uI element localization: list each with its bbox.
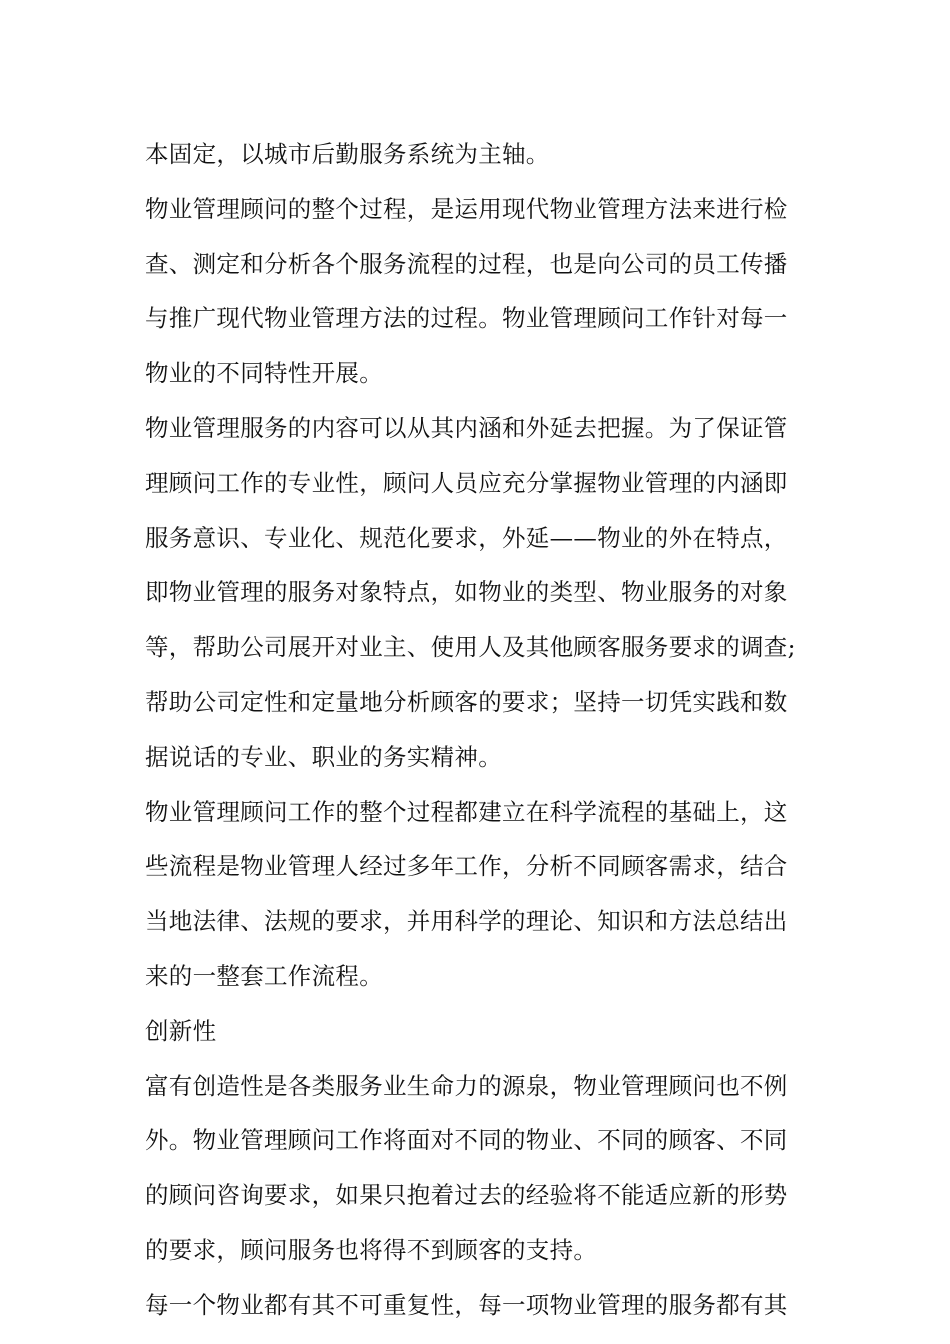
text-line: 些流程是物业管理人经过多年工作，分析不同顾客需求，结合 (145, 852, 788, 881)
text-line: 理顾问工作的专业性，顾问人员应充分掌握物业管理的内涵即 (145, 468, 788, 497)
section-heading: 创新性 (145, 1016, 217, 1045)
text-line: 物业管理服务的内容可以从其内涵和外延去把握。为了保证管 (145, 413, 788, 442)
text-line: 来的一整套工作流程。 (145, 961, 383, 990)
text-line: 物业管理顾问的整个过程，是运用现代物业管理方法来进行检 (145, 194, 788, 223)
text-line: 等，帮助公司展开对业主、使用人及其他顾客服务要求的调查; (145, 633, 796, 662)
text-line: 富有创造性是各类服务业生命力的源泉，物业管理顾问也不例 (145, 1071, 788, 1100)
text-line: 当地法律、法规的要求，并用科学的理论、知识和方法总结出 (145, 907, 788, 936)
text-line: 服务意识、专业化、规范化要求，外延——物业的外在特点， (145, 523, 788, 552)
document-body (145, 127, 805, 1333)
text-line: 物业管理顾问工作的整个过程都建立在科学流程的基础上，这 (145, 797, 788, 826)
text-line: 的顾问咨询要求，如果只抱着过去的经验将不能适应新的形势 (145, 1181, 788, 1210)
text-line: 外。物业管理顾问工作将面对不同的物业、不同的顾客、不同 (145, 1126, 788, 1155)
text-line: 的要求，顾问服务也将得不到顾客的支持。 (145, 1235, 598, 1264)
text-line: 本固定，以城市后勤服务系统为主轴。 (145, 140, 550, 168)
text-line: 物业的不同特性开展。 (145, 359, 383, 388)
text-line: 即物业管理的服务对象特点，如物业的类型、物业服务的对象 (145, 578, 788, 607)
text-line: 查、测定和分析各个服务流程的过程，也是向公司的员工传播 (145, 249, 788, 278)
text-line: 帮助公司定性和定量地分析顾客的要求；坚持一切凭实践和数 (145, 687, 788, 716)
text-line: 每一个物业都有其不可重复性，每一项物业管理的服务都有其 (145, 1290, 788, 1319)
text-line: 据说话的专业、职业的务实精神。 (145, 742, 502, 771)
text-line: 与推广现代物业管理方法的过程。物业管理顾问工作针对每一 (145, 304, 788, 333)
